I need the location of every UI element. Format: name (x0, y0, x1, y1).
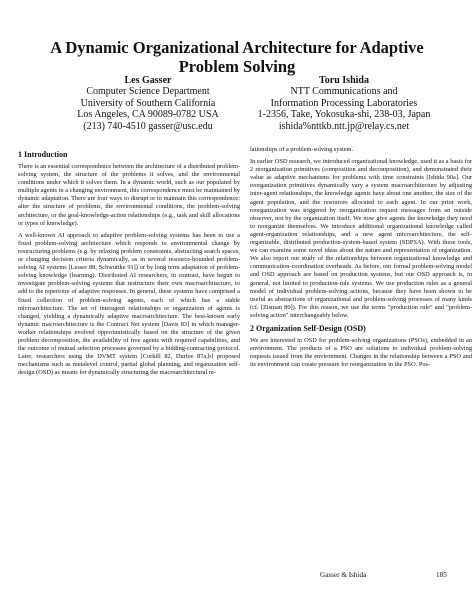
author-block-1 (48, 75, 248, 132)
author-name: Toru Ishida (319, 75, 369, 86)
paragraph: lationships of a problem-solving system. (250, 146, 354, 153)
left-column (18, 146, 240, 381)
page-footer (320, 571, 470, 579)
paragraph: In earlier OSD research, we introduced organizational knowledge, used it as a basis for 2 reorganization primitives (composition and decomposition), and demonstrated their value as adaptive mechanisms for problems with time constraints [Ishida 90a]. Our reorganization primitives dynamically vary a system macroarchitecture by adjusting inter-agent relationships, the knowledge agents have about one another, the size of the agent population, and the resources allocated to each agent. In our prior work, reorganization was triggered by reorganization request messages from an outside observer, not by the organization itself. We now give agents the knowledge they need to reorganize themselves. We introduce additional organizational knowledge called agent-organization relationships, and a new agent microarchitecture, the self-organizable, distributed production-system-based system (SDPSA). With these tools, we can examine some novel ideas about the nature and representation of organization. We also report our study of the relationships between organizational knowledge and communication-coordination overheads. As before, our formal problem-solving model and OSD approach are based on production systems, but our OSD approach is, in general, not limited to production-rule systems. We use production rules as a general model of individual problem-solving actions, because they have been shown to be useful as abstractions of organizational and problem-solving processes of many kinds (cf. [Zisman 80]). For this reason, we use the terms "production rule" and "problem-solving action" interchangeably below. (250, 158, 472, 319)
author-name: Les Gasser (124, 75, 172, 86)
author-contact: (213) 740-4510 gasser@usc.edu (83, 120, 213, 132)
title-line-1: A Dynamic Organizational Architecture for Adaptive (50, 38, 424, 57)
section-heading: 1 Introduction (18, 150, 68, 159)
paper-title (0, 38, 474, 76)
paragraph: A well-known AI approach to adaptive problem-solving systems has been to use a fixed problem-solving architecture which responds to environmental change by restructuring problems (e.g. by relaxing problem constraints, abstracting search spaces, or changing decision criteria dynamically, as in several resource-bounded problem-solving AI systems [Lesser 88, Schwuttke 91]) or by long term adaptation of problem-solving knowledge (learning). Distributed AI researchers, in contrast, have begun to investigate problem-solving systems that restructure their own macroarchitecture, to add to the repertoire of adaptive responses. In general, these systems have comprised a fixed collection of problem-solving agents, each of which has a stable microarchitecture. The set of interagent relationships or organization of agents is changed, yielding a dynamically adaptive macroarchitecture. The best-known early dynamic macroarchitecture is the Contract Net system [Davis 83] in which manager-worker relationships evolved opportunistically based on the structure of the given problem decomposition, the availability of free agents with required capabilities, and the outcome of mutual selection processes governed by a bidding-contracting protocol. Later, researchers using the DVMT system [Corkill 82, Durfee 87a,b] proposed mechanisms such as metalevel control, partial global planning, and organization self-design (OSD) as means for dynamically structuring the macroarchitectural re- (18, 231, 240, 377)
author-address: Los Angeles, CA 90089-0782 USA (77, 109, 219, 121)
author-affiliation: Computer Science Department (86, 86, 210, 98)
right-column (250, 146, 472, 373)
author-block-2 (244, 75, 444, 132)
section-heading: 2 Organization Self-Design (OSD) (250, 323, 366, 333)
paragraph: There is an essential correspondence between the architecture of a distributed problem-solving system, the structure of the problems it solves, and the environmental conditions under which it solves them. In a dynamic world, such as our populated by multiple agents in a changing environment, this correspondence must be maintained by dynamic adaptation. There are four ways to disrupt or to maintain this correspondence: alter the structure of problems, the environmental conditions, the problem-solving architecture, or the goal-knowledge-action relationships (e.g., task and skill allocations or types of knowledge). (18, 163, 240, 227)
footer-authors: Gasser & Ishida (320, 571, 367, 579)
author-email: ishida%nttkb.ntt.jp@relay.cs.net (278, 120, 410, 132)
title-line-2: Problem Solving (178, 57, 296, 76)
author-affiliation: NTT Communications and (290, 86, 398, 98)
page-number: 185 (436, 571, 447, 579)
author-affiliation: University of Southern California (80, 97, 216, 109)
author-affiliation: Information Processing Laboratories (270, 97, 418, 109)
author-address: 1-2356, Take, Yokosuka-shi, 238-03, Japan (257, 109, 431, 121)
paragraph: We are interested in OSD for problem-solving organizations (PSOs), embedded in an environment. The products of a PSO are solutions to individual problem-solving requests issued from the environment. Changes in the relationship between a PSO and its environment can create pressure for reorganization in the PSO. Pos- (250, 336, 472, 369)
